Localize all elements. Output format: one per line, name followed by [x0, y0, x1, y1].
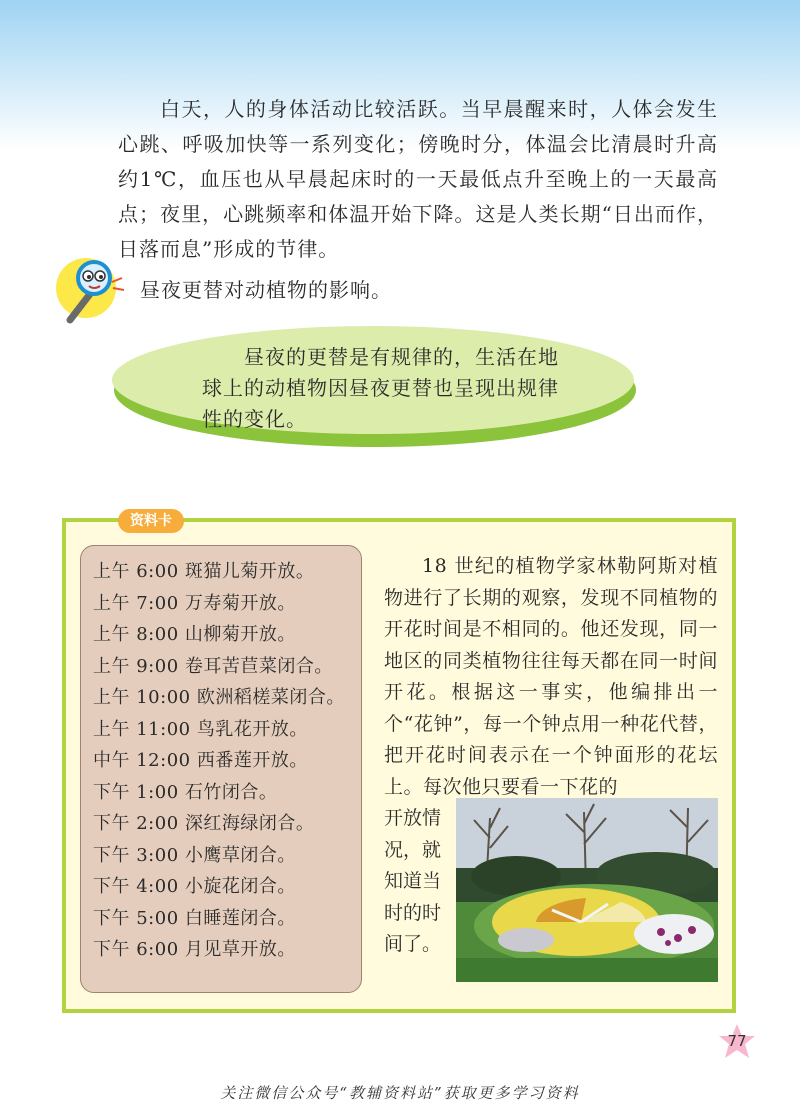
- schedule-row: 下午 1:00 石竹闭合。: [93, 781, 278, 803]
- flower-schedule-box: [80, 545, 362, 993]
- schedule-row: 下午 6:00 月见草开放。: [93, 939, 296, 960]
- page-number: 77: [727, 1032, 747, 1050]
- schedule-row: 下午 3:00 小鹰草闭合。: [93, 844, 296, 866]
- schedule-row: 上午 9:00 卷耳苦苣菜闭合。: [93, 655, 333, 677]
- schedule-row: 上午 6:00 斑猫儿菊开放。: [93, 561, 315, 582]
- magnifier-mascot-icon: [56, 254, 126, 324]
- flower-clock-description-tail: 开放情 况，就 知道当 时的时 间了。: [384, 807, 442, 955]
- intro-paragraph: 白天，人的身体活动比较活跃。当早晨醒来时，人体会发生心跳、呼吸加快等一系列变化；傍晚时分，体温会比清晨时升高约1℃，血压也从早晨起床时的一天最低点升至晚上的一天最高点；夜里，心跳频率和体温开始下降。这是人类长期“日出而作，日落而息”形成的节律。: [118, 97, 718, 261]
- footer-note: 关注微信公众号“教辅资料站”获取更多学习资料: [220, 1084, 580, 1102]
- schedule-row: 上午 7:00 万寿菊开放。: [93, 592, 296, 614]
- flower-clock-photo: [456, 798, 718, 982]
- schedule-row: 上午 8:00 山柳菊开放。: [93, 624, 296, 645]
- info-card-tag: 资料卡: [118, 509, 184, 533]
- schedule-row: 上午 11:00 鸟乳花开放。: [93, 718, 308, 740]
- explore-prompt: 昼夜更替对动植物的影响。: [140, 278, 392, 302]
- schedule-row: 下午 4:00 小旋花闭合。: [93, 876, 296, 897]
- summary-text: 昼夜的更替是有规律的，生活在地球上的动植物因昼夜更替也呈现出规律性的变化。: [202, 345, 559, 431]
- schedule-row: 下午 2:00 深红海绿闭合。: [93, 813, 315, 834]
- schedule-row: 中午 12:00 西番莲开放。: [93, 750, 308, 771]
- flower-clock-description: 18 世纪的植物学家林勒阿斯对植物进行了长期的观察，发现不同植物的开花时间是不相同的。他还发现，同一地区的同类植物往往每天都在同一时间开花。根据这一事实，他编排出一个“花钟”，每一个钟点用一种花代替，把开花时间表示在一个钟面形的花坛上。每次他只要看一下花的: [384, 555, 718, 798]
- schedule-row: 上午 10:00 欧洲稻槎菜闭合。: [93, 687, 345, 708]
- schedule-row: 下午 5:00 白睡莲闭合。: [93, 907, 296, 929]
